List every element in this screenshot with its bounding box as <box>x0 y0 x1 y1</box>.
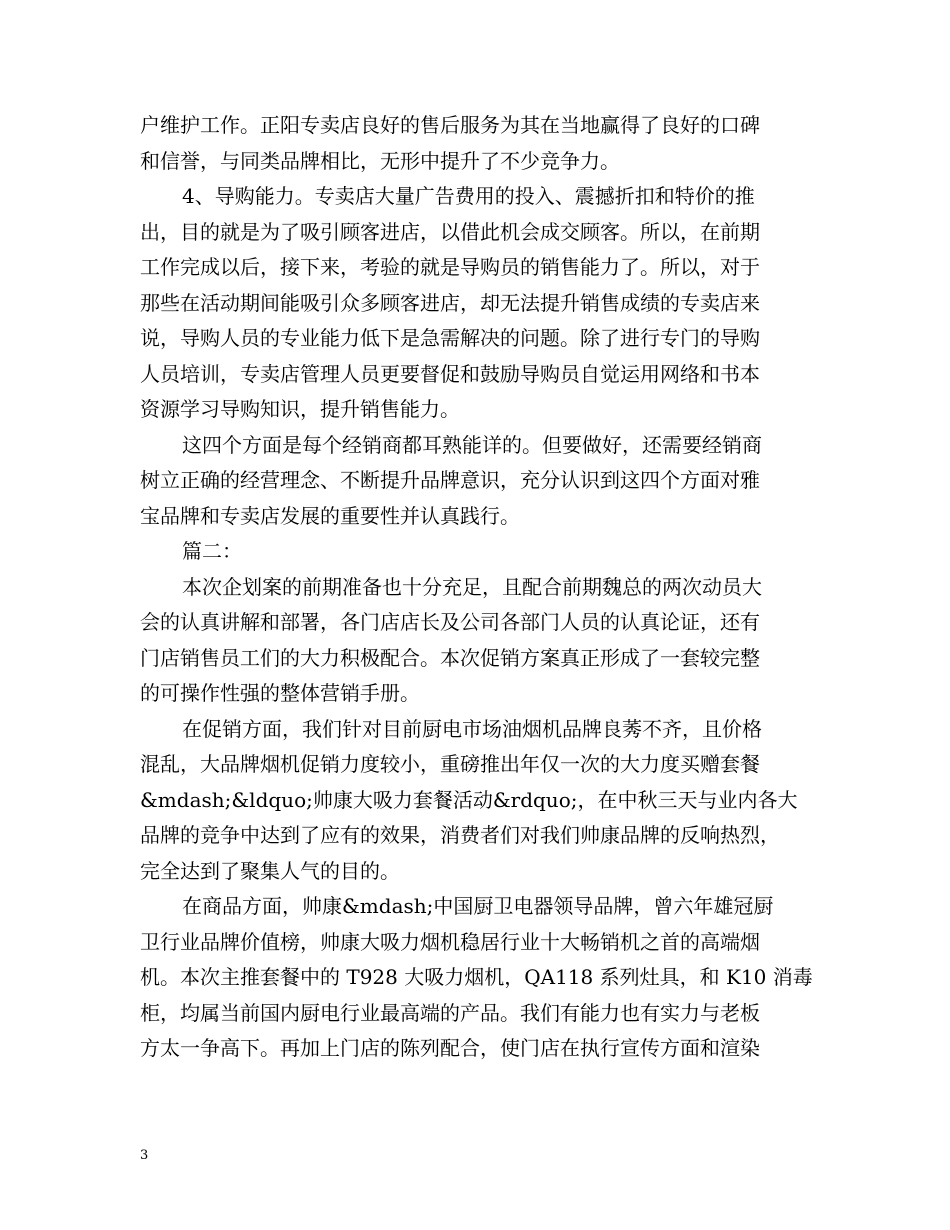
text-line: 机。本次主推套餐中的 T928 大吸力烟机，QA118 系列灶具，和 K10 消毒 <box>140 965 813 989</box>
text-line: 完全达到了聚集人气的目的。 <box>140 858 400 883</box>
body-text <box>140 108 830 1067</box>
text-line: 户维护工作。正阳专卖店良好的售后服务为其在当地赢得了良好的口碑 <box>140 113 760 137</box>
text-line: 那些在活动期间能吸引众多顾客进店，却无法提升销售成绩的专卖店来 <box>140 290 760 315</box>
text-line: 这四个方面是每个经销商都耳熟能详的。但要做好，还需要经销商 <box>182 432 762 457</box>
page-number: 3 <box>140 1148 149 1163</box>
text-line: 宝品牌和专卖店发展的重要性并认真践行。 <box>140 503 520 528</box>
text-line: 柜，均属当前国内厨电行业最高端的产品。我们有能力也有实力与老板 <box>140 1000 760 1025</box>
text-line: 方太一争高下。再加上门店的陈列配合，使门店在执行宣传方面和渲染 <box>140 1036 760 1060</box>
text-line: 说，导购人员的专业能力低下是急需解决的问题。除了进行专门的导购 <box>140 326 760 350</box>
text-line: 工作完成以后，接下来，考验的就是导购员的销售能力了。所以，对于 <box>140 255 760 279</box>
text-line: 会的认真讲解和部署，各门店店长及公司各部门人员的认真论证，还有 <box>140 610 760 634</box>
text-line: 资源学习导购知识，提升销售能力。 <box>140 397 460 421</box>
text-line: 的可操作性强的整体营销手册。 <box>140 681 420 705</box>
text-line: &mdash;&ldquo;帅康大吸力套餐活动&rdquo;，在中秋三天与业内各大 <box>140 787 798 812</box>
text-line: 树立正确的经营理念、不断提升品牌意识，充分认识到这四个方面对雅 <box>140 468 760 492</box>
text-line: 在商品方面，帅康&mdash;中国厨卫电器领导品牌，曾六年雄冠厨 <box>182 894 774 918</box>
text-line: 混乱，大品牌烟机促销力度较小，重磅推出年仅一次的大力度买赠套餐 <box>140 752 760 776</box>
text-line: 和信誉，与同类品牌相比，无形中提升了不少竞争力。 <box>140 148 620 173</box>
text-line: 篇二： <box>182 539 242 563</box>
text-line: 出，目的就是为了吸引顾客进店，以借此机会成交顾客。所以，在前期 <box>140 219 760 244</box>
text-line: 卫行业品牌价值榜，帅康大吸力烟机稳居行业十大畅销机之首的高端烟 <box>140 929 760 954</box>
text-line: 品牌的竞争中达到了应有的效果，消费者们对我们帅康品牌的反响热烈， <box>140 823 780 847</box>
text-line: 本次企划案的前期准备也十分充足，且配合前期魏总的两次动员大 <box>182 574 762 599</box>
text-line: 门店销售员工们的大力积极配合。本次促销方案真正形成了一套较完整 <box>140 645 760 670</box>
text-line: 人员培训，专卖店管理人员更要督促和鼓励导购员自觉运用网络和书本 <box>140 361 760 386</box>
text-line: 4、导购能力。专卖店大量广告费用的投入、震撼折扣和特价的推 <box>182 184 755 208</box>
text-line: 在促销方面，我们针对目前厨电市场油烟机品牌良莠不齐，且价格 <box>182 716 762 741</box>
